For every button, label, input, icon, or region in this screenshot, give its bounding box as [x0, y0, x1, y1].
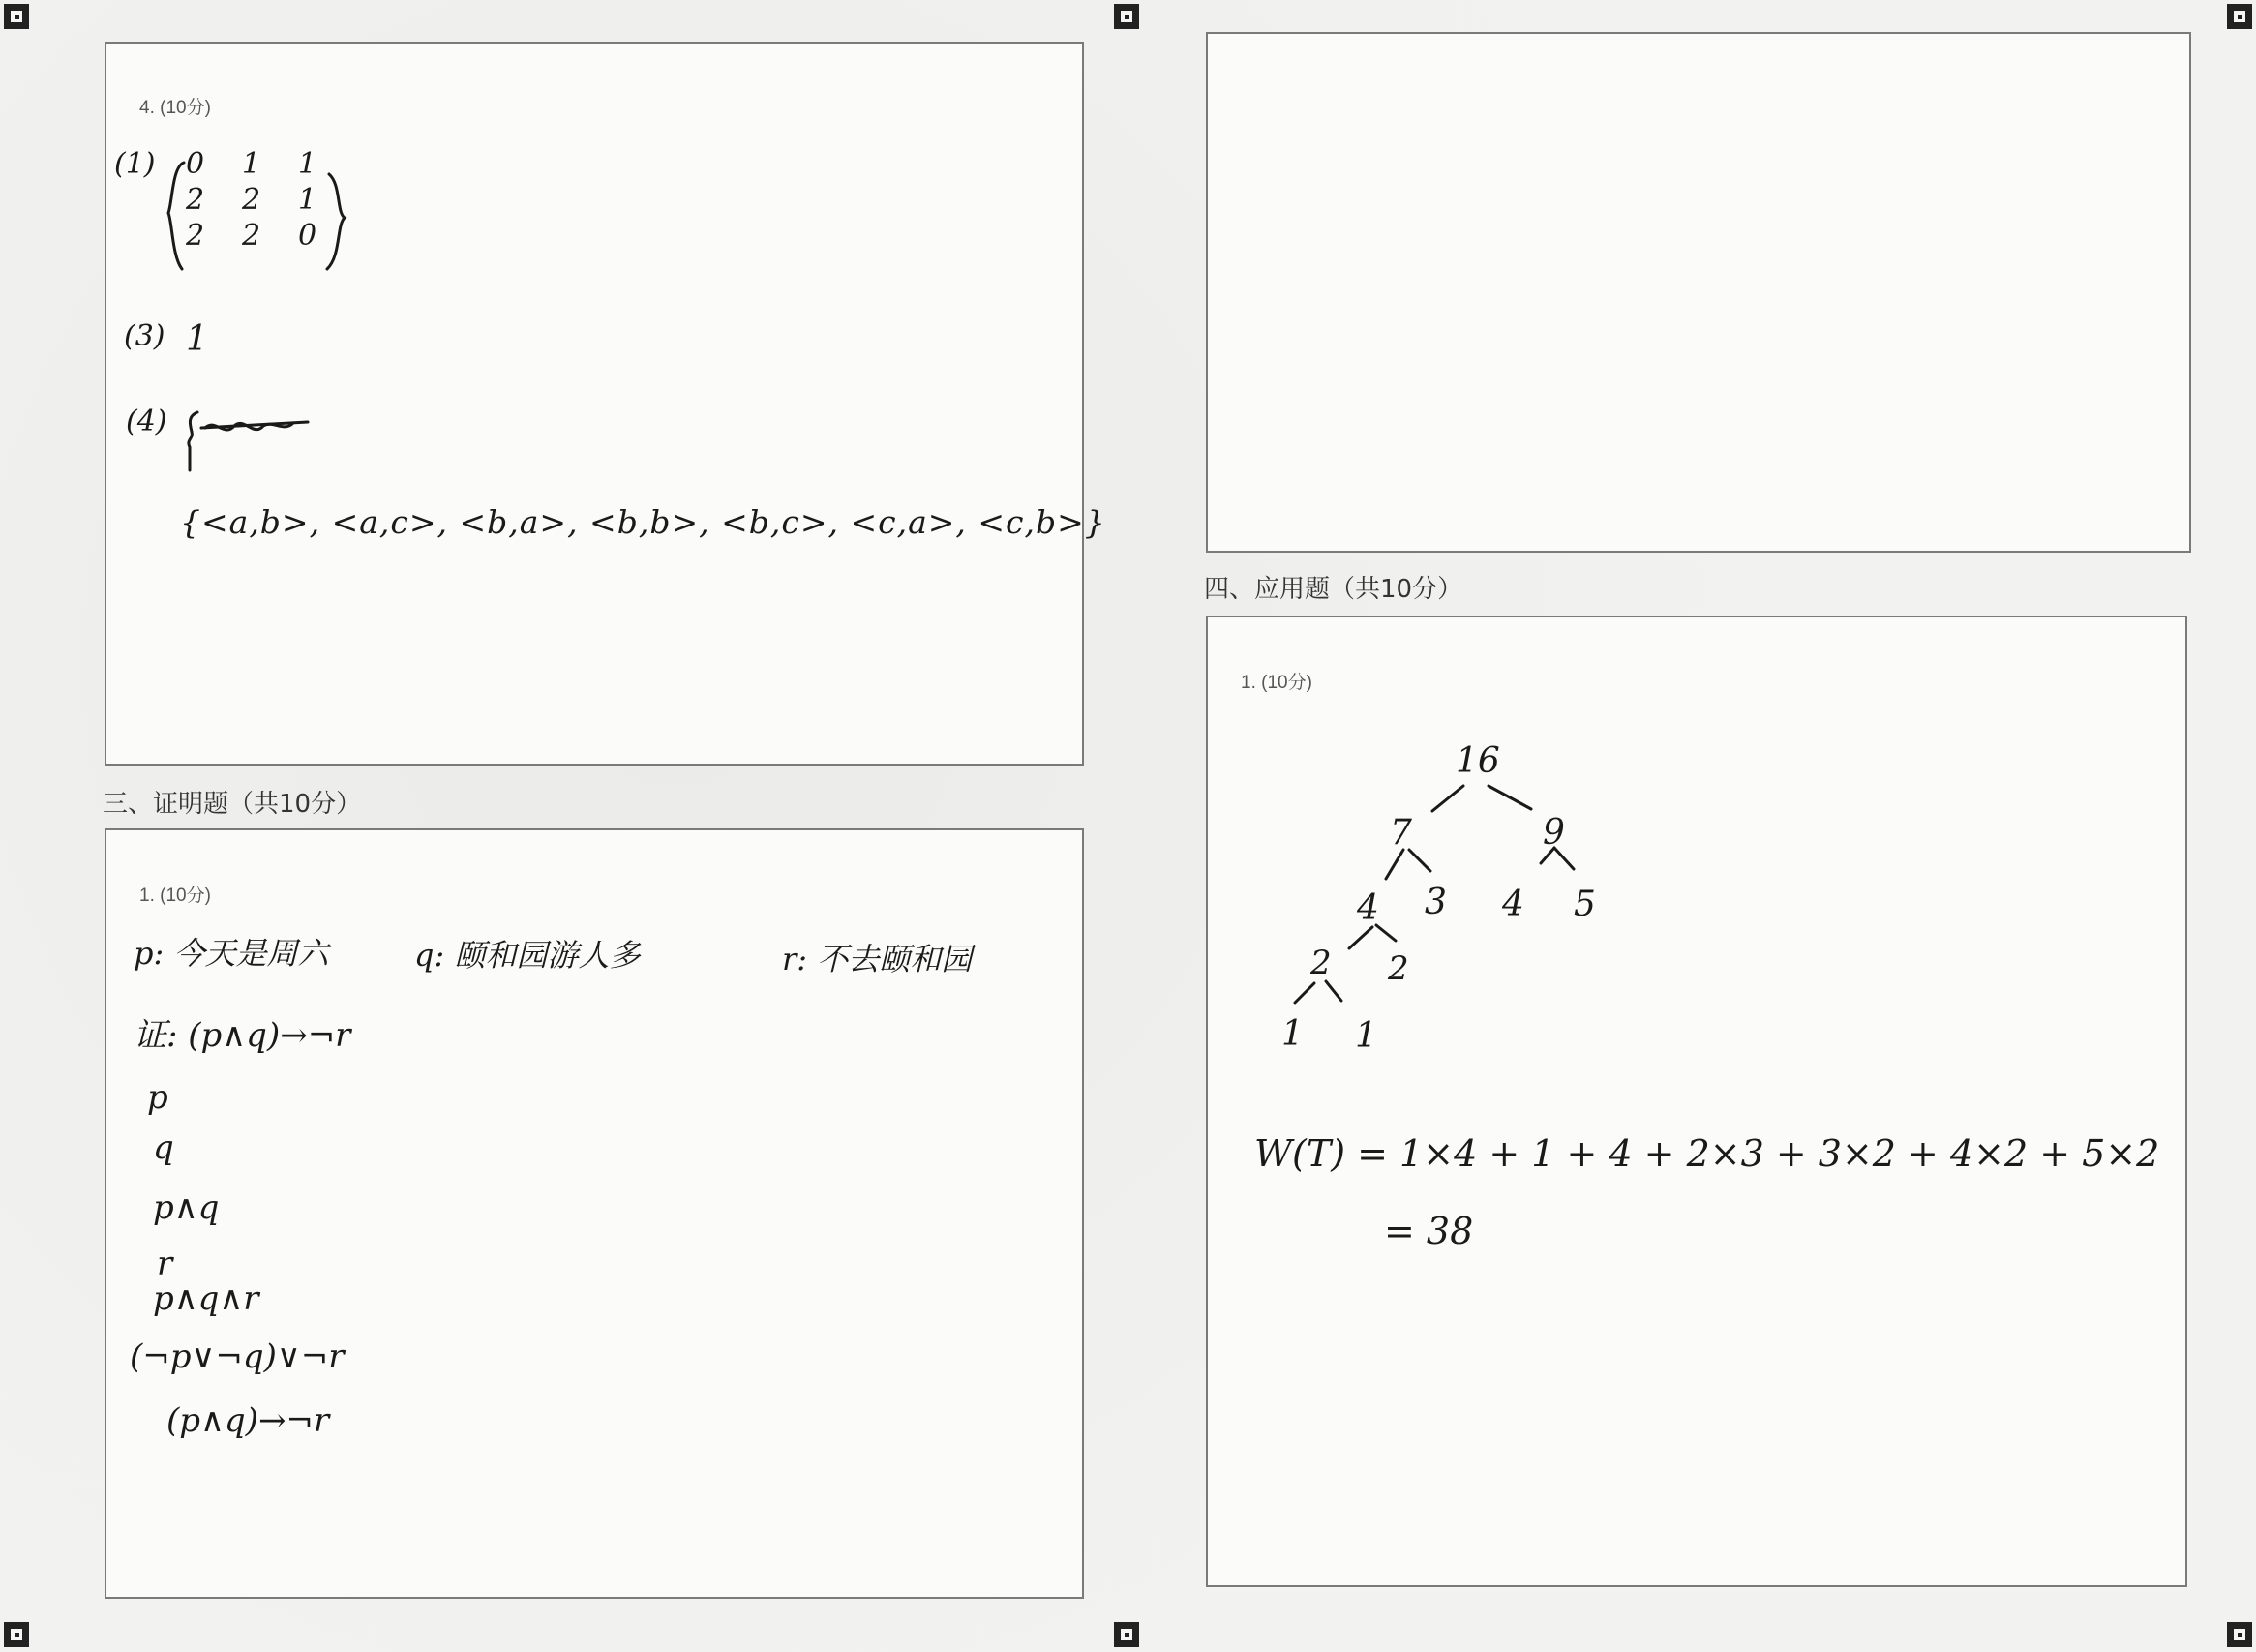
question-label: 4. (10分): [139, 98, 211, 118]
tree-node: 2: [1388, 949, 1409, 988]
question-label: 1. (10分): [139, 886, 211, 906]
proof-step: p∧q∧r: [153, 1279, 259, 1318]
matrix-cell: 2: [242, 183, 261, 217]
tree-node: 16: [1456, 741, 1500, 781]
proof-step: (p∧q)→¬r: [166, 1401, 330, 1440]
tree-node: 2: [1310, 944, 1332, 982]
tree-node: 5: [1574, 885, 1596, 924]
matrix-row: [186, 219, 354, 253]
tree-node: 7: [1390, 813, 1412, 853]
proof-step: p∧q: [153, 1188, 220, 1227]
matrix-row: [186, 183, 354, 217]
weighted-path-formula: W(T) = 1×4 + 1 + 4 + 2×3 + 3×2 + 4×2 + 5×2: [1254, 1132, 2160, 1175]
part-3-answer: 1: [186, 319, 208, 359]
matrix-cell: 1: [242, 147, 261, 181]
proof-goal: 证: (p∧q)→¬r: [134, 1016, 351, 1055]
matrix-cell: 1: [298, 147, 317, 181]
registration-marker-bottom-right: [2227, 1622, 2252, 1647]
proposition-q-definition: q: 颐和园游人多: [414, 937, 641, 974]
tree-node: 1: [1281, 1014, 1304, 1054]
tree-node: 1: [1355, 1016, 1377, 1056]
proposition-p-definition: p: 今天是周六: [134, 935, 329, 972]
part-4-answer: {<a,b>, <a,c>, <b,a>, <b,b>, <b,c>, <c,a>, <c,b>}: [180, 503, 1106, 541]
part-1-label: (1): [114, 147, 156, 181]
huffman-tree: [1258, 726, 1665, 1074]
proof-step: p: [147, 1078, 168, 1117]
proof-step: (¬p∨¬q)∨¬r: [130, 1337, 345, 1376]
matrix-cell: 0: [186, 147, 205, 181]
matrix-cell: 2: [242, 219, 261, 253]
matrix-cell: 2: [186, 183, 205, 217]
matrix-cell: 2: [186, 219, 205, 253]
crossed-out-scribble: [186, 405, 312, 472]
matrix: [186, 147, 354, 253]
registration-marker-top-right: [2227, 4, 2252, 29]
matrix-row: [186, 147, 354, 181]
proof-step: r: [157, 1245, 173, 1283]
registration-marker-top-center: [1114, 4, 1139, 29]
part-4-label: (4): [126, 405, 167, 438]
section-title-application: 四、应用题（共10分）: [1204, 575, 1463, 604]
tree-node: 4: [1502, 885, 1524, 924]
question-label: 1. (10分): [1241, 673, 1312, 693]
matrix-cell: 1: [298, 183, 317, 217]
proposition-r-definition: r: 不去颐和园: [782, 941, 973, 977]
registration-marker-top-left: [4, 4, 29, 29]
registration-marker-bottom-center: [1114, 1622, 1139, 1647]
part-3-label: (3): [124, 319, 165, 353]
weighted-path-result: = 38: [1384, 1210, 1474, 1252]
registration-marker-bottom-left: [4, 1622, 29, 1647]
proof-step: q: [153, 1128, 174, 1167]
matrix-cell: 0: [298, 219, 317, 253]
tree-node: 4: [1357, 888, 1379, 928]
tree-node: 3: [1425, 883, 1447, 922]
tree-node: 9: [1543, 813, 1565, 853]
answer-box-blank: [1206, 32, 2191, 553]
section-title-proof: 三、证明题（共10分）: [103, 790, 362, 819]
